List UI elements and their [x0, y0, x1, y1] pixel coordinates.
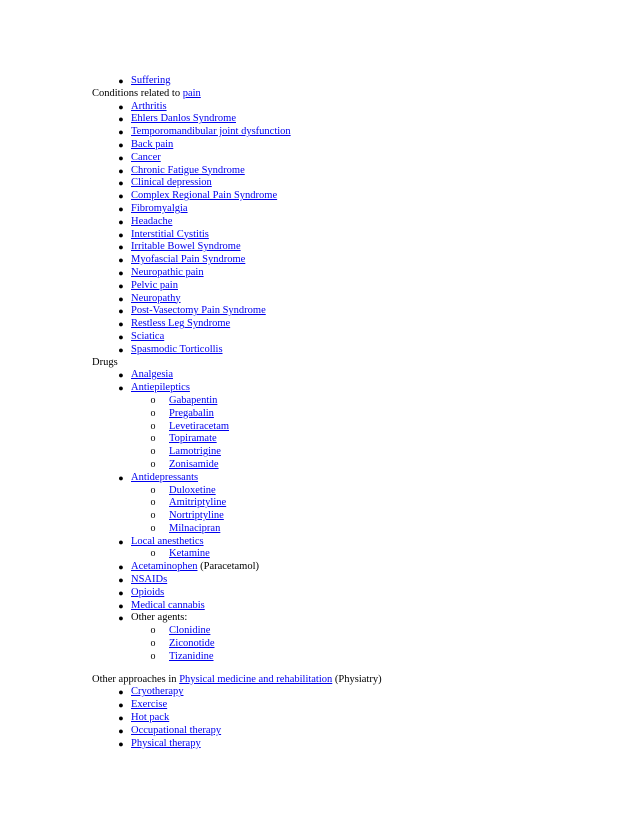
item-link[interactable]: Zonisamide	[169, 458, 219, 470]
item-link[interactable]: Temporomandibular joint dysfunction	[131, 126, 291, 138]
item-link[interactable]: Exercise	[131, 699, 168, 711]
list-item	[0, 305, 638, 318]
list-item	[0, 177, 638, 190]
item-link[interactable]: Pelvic pain	[131, 279, 178, 291]
sub-list-item	[0, 395, 638, 408]
bullet-icon: ●	[118, 191, 124, 202]
sub-list-item	[0, 421, 638, 434]
circle-bullet-icon: o	[150, 548, 156, 560]
list-item	[0, 331, 638, 344]
item-link[interactable]: Analgesia	[131, 369, 173, 381]
list-item	[0, 113, 638, 126]
list-item	[0, 139, 638, 152]
list-item	[0, 165, 638, 178]
item-link[interactable]: Chronic Fatigue Syndrome	[131, 164, 245, 176]
section-heading	[0, 674, 638, 687]
sub-list-item	[0, 459, 638, 472]
sub-list-item	[0, 510, 638, 523]
list-item	[0, 472, 638, 485]
item-link[interactable]: Amitriptyline	[169, 497, 227, 509]
sub-list-item	[0, 485, 638, 498]
list-item	[0, 574, 638, 587]
item-link[interactable]: Myofascial Pain Syndrome	[131, 254, 246, 266]
item-link[interactable]: Levetiracetam	[169, 420, 230, 432]
sub-list-item	[0, 625, 638, 638]
item-text: Other agents:	[131, 612, 188, 624]
circle-bullet-icon: o	[150, 394, 156, 406]
circle-bullet-icon: o	[150, 650, 156, 662]
circle-bullet-icon: o	[150, 433, 156, 445]
sub-list-item	[0, 446, 638, 459]
item-link[interactable]: Antiepileptics	[131, 382, 190, 394]
sub-list-item	[0, 651, 638, 664]
item-link[interactable]: Clinical depression	[131, 177, 212, 189]
heading-text: Conditions related to	[92, 87, 183, 99]
list-item	[0, 216, 638, 229]
list-item	[0, 126, 638, 139]
item-link[interactable]: Medical cannabis	[131, 599, 205, 611]
list-item	[0, 699, 638, 712]
bullet-icon: ●	[118, 139, 124, 150]
list-item	[0, 254, 638, 267]
heading-text: Drugs	[92, 356, 118, 368]
bullet-icon: ●	[118, 216, 124, 227]
list-item	[0, 587, 638, 600]
circle-bullet-icon: o	[150, 638, 156, 650]
item-link[interactable]: Nortriptyline	[169, 510, 224, 522]
list-item	[0, 280, 638, 293]
list-item	[0, 75, 638, 88]
item-link[interactable]: Local anesthetics	[131, 535, 204, 547]
bullet-icon: ●	[118, 575, 124, 586]
circle-bullet-icon: o	[150, 522, 156, 534]
sub-list-item	[0, 523, 638, 536]
sub-list-item	[0, 408, 638, 421]
circle-bullet-icon: o	[150, 625, 156, 637]
heading-suffix: (Physiatry)	[332, 673, 382, 685]
bullet-icon: ●	[118, 370, 124, 381]
bullet-icon: ●	[118, 344, 124, 355]
item-link[interactable]: Arthritis	[131, 100, 167, 112]
circle-bullet-icon: o	[150, 510, 156, 522]
document-body	[0, 75, 638, 750]
sub-list-item	[0, 548, 638, 561]
list-item	[0, 600, 638, 613]
bullet-icon: ●	[118, 587, 124, 598]
item-link[interactable]: Neuropathy	[131, 292, 181, 304]
bullet-icon: ●	[118, 713, 124, 724]
circle-bullet-icon: o	[150, 484, 156, 496]
list-item	[0, 318, 638, 331]
list-item	[0, 267, 638, 280]
item-link[interactable]: Milnacipran	[169, 522, 221, 534]
list-item	[0, 725, 638, 738]
bullet-icon: ●	[118, 725, 124, 736]
list-item	[0, 382, 638, 395]
bullet-icon: ●	[118, 383, 124, 394]
item-link[interactable]: Clonidine	[169, 625, 211, 637]
list-item	[0, 152, 638, 165]
item-link[interactable]: Post-Vasectomy Pain Syndrome	[131, 305, 266, 317]
item-link[interactable]: NSAIDs	[131, 574, 168, 586]
item-link[interactable]: Ketamine	[169, 548, 210, 560]
item-link[interactable]: Hot pack	[131, 712, 170, 724]
bullet-icon: ●	[118, 203, 124, 214]
list-item	[0, 293, 638, 306]
item-link[interactable]: Sciatica	[131, 330, 165, 342]
bullet-icon: ●	[118, 114, 124, 125]
item-link[interactable]: Tizanidine	[169, 650, 214, 662]
circle-bullet-icon: o	[150, 497, 156, 509]
section-spacer	[0, 664, 638, 674]
bullet-icon: ●	[118, 76, 124, 86]
item-link[interactable]: Duloxetine	[169, 484, 216, 496]
item-link[interactable]: Ehlers Danlos Syndrome	[131, 113, 236, 125]
list-item	[0, 561, 638, 574]
circle-bullet-icon: o	[150, 407, 156, 419]
bullet-icon: ●	[118, 600, 124, 611]
circle-bullet-icon: o	[150, 446, 156, 458]
bullet-icon: ●	[118, 242, 124, 253]
list-item	[0, 686, 638, 699]
bullet-icon: ●	[118, 700, 124, 711]
item-link[interactable]: Spasmodic Torticollis	[131, 343, 223, 355]
circle-bullet-icon: o	[150, 420, 156, 432]
bullet-icon: ●	[118, 165, 124, 176]
bullet-icon: ●	[118, 229, 124, 240]
item-link[interactable]: Back pain	[131, 138, 174, 150]
bullet-icon: ●	[118, 280, 124, 291]
heading-link[interactable]: pain	[182, 87, 201, 99]
list-item	[0, 203, 638, 216]
sub-list-item	[0, 497, 638, 510]
item-link[interactable]: Ziconotide	[169, 638, 215, 650]
bullet-icon: ●	[118, 331, 124, 342]
item-link[interactable]: Cryotherapy	[131, 686, 184, 698]
bullet-icon: ●	[118, 267, 124, 278]
section-heading	[0, 88, 638, 101]
item-link[interactable]: Physical therapy	[131, 737, 201, 749]
circle-bullet-icon: o	[150, 458, 156, 470]
item-link[interactable]: Occupational therapy	[131, 724, 222, 736]
list-item	[0, 536, 638, 549]
item-suffix: (Paracetamol)	[197, 561, 259, 573]
bullet-icon: ●	[118, 255, 124, 266]
bullet-icon: ●	[118, 319, 124, 330]
item-link[interactable]: Complex Regional Pain Syndrome	[131, 190, 278, 202]
item-link[interactable]: Antidepressants	[131, 471, 199, 483]
sub-list-item	[0, 638, 638, 651]
list-item	[0, 712, 638, 725]
item-link[interactable]: Topiramate	[169, 433, 217, 445]
item-link[interactable]: Acetaminophen	[131, 561, 198, 573]
bullet-icon: ●	[118, 687, 124, 698]
list-item	[0, 369, 638, 382]
item-link[interactable]: Headache	[131, 215, 173, 227]
item-link[interactable]: Pregabalin	[169, 407, 214, 419]
list-item	[0, 190, 638, 203]
bullet-icon: ●	[118, 536, 124, 547]
sub-list-item	[0, 433, 638, 446]
bullet-icon: ●	[118, 472, 124, 483]
list-item	[0, 738, 638, 751]
list-item	[0, 229, 638, 242]
item-link[interactable]: Cancer	[131, 151, 161, 163]
bullet-icon: ●	[118, 562, 124, 573]
item-link[interactable]: Opioids	[131, 586, 165, 598]
item-link[interactable]: Restless Leg Syndrome	[131, 318, 231, 330]
item-link[interactable]: Lamotrigine	[169, 446, 221, 458]
bullet-icon: ●	[118, 101, 124, 112]
bullet-icon: ●	[118, 613, 124, 624]
item-link[interactable]: Interstitial Cystitis	[131, 228, 209, 240]
list-item	[0, 101, 638, 114]
item-link[interactable]: Neuropathic pain	[131, 266, 204, 278]
heading-link[interactable]: Physical medicine and rehabilitation	[179, 673, 333, 685]
item-link[interactable]: Gabapentin	[169, 394, 218, 406]
item-link[interactable]: Suffering	[131, 75, 171, 86]
list-item	[0, 344, 638, 357]
list-item	[0, 241, 638, 254]
section-heading	[0, 357, 638, 370]
bullet-icon: ●	[118, 306, 124, 317]
item-link[interactable]: Fibromyalgia	[131, 202, 188, 214]
bullet-icon: ●	[118, 178, 124, 189]
item-link[interactable]: Irritable Bowel Syndrome	[131, 241, 241, 253]
bullet-icon: ●	[118, 152, 124, 163]
bullet-icon: ●	[118, 127, 124, 138]
bullet-icon: ●	[118, 738, 124, 749]
bullet-icon: ●	[118, 293, 124, 304]
list-item	[0, 612, 638, 625]
heading-text: Other approaches in	[92, 673, 180, 685]
